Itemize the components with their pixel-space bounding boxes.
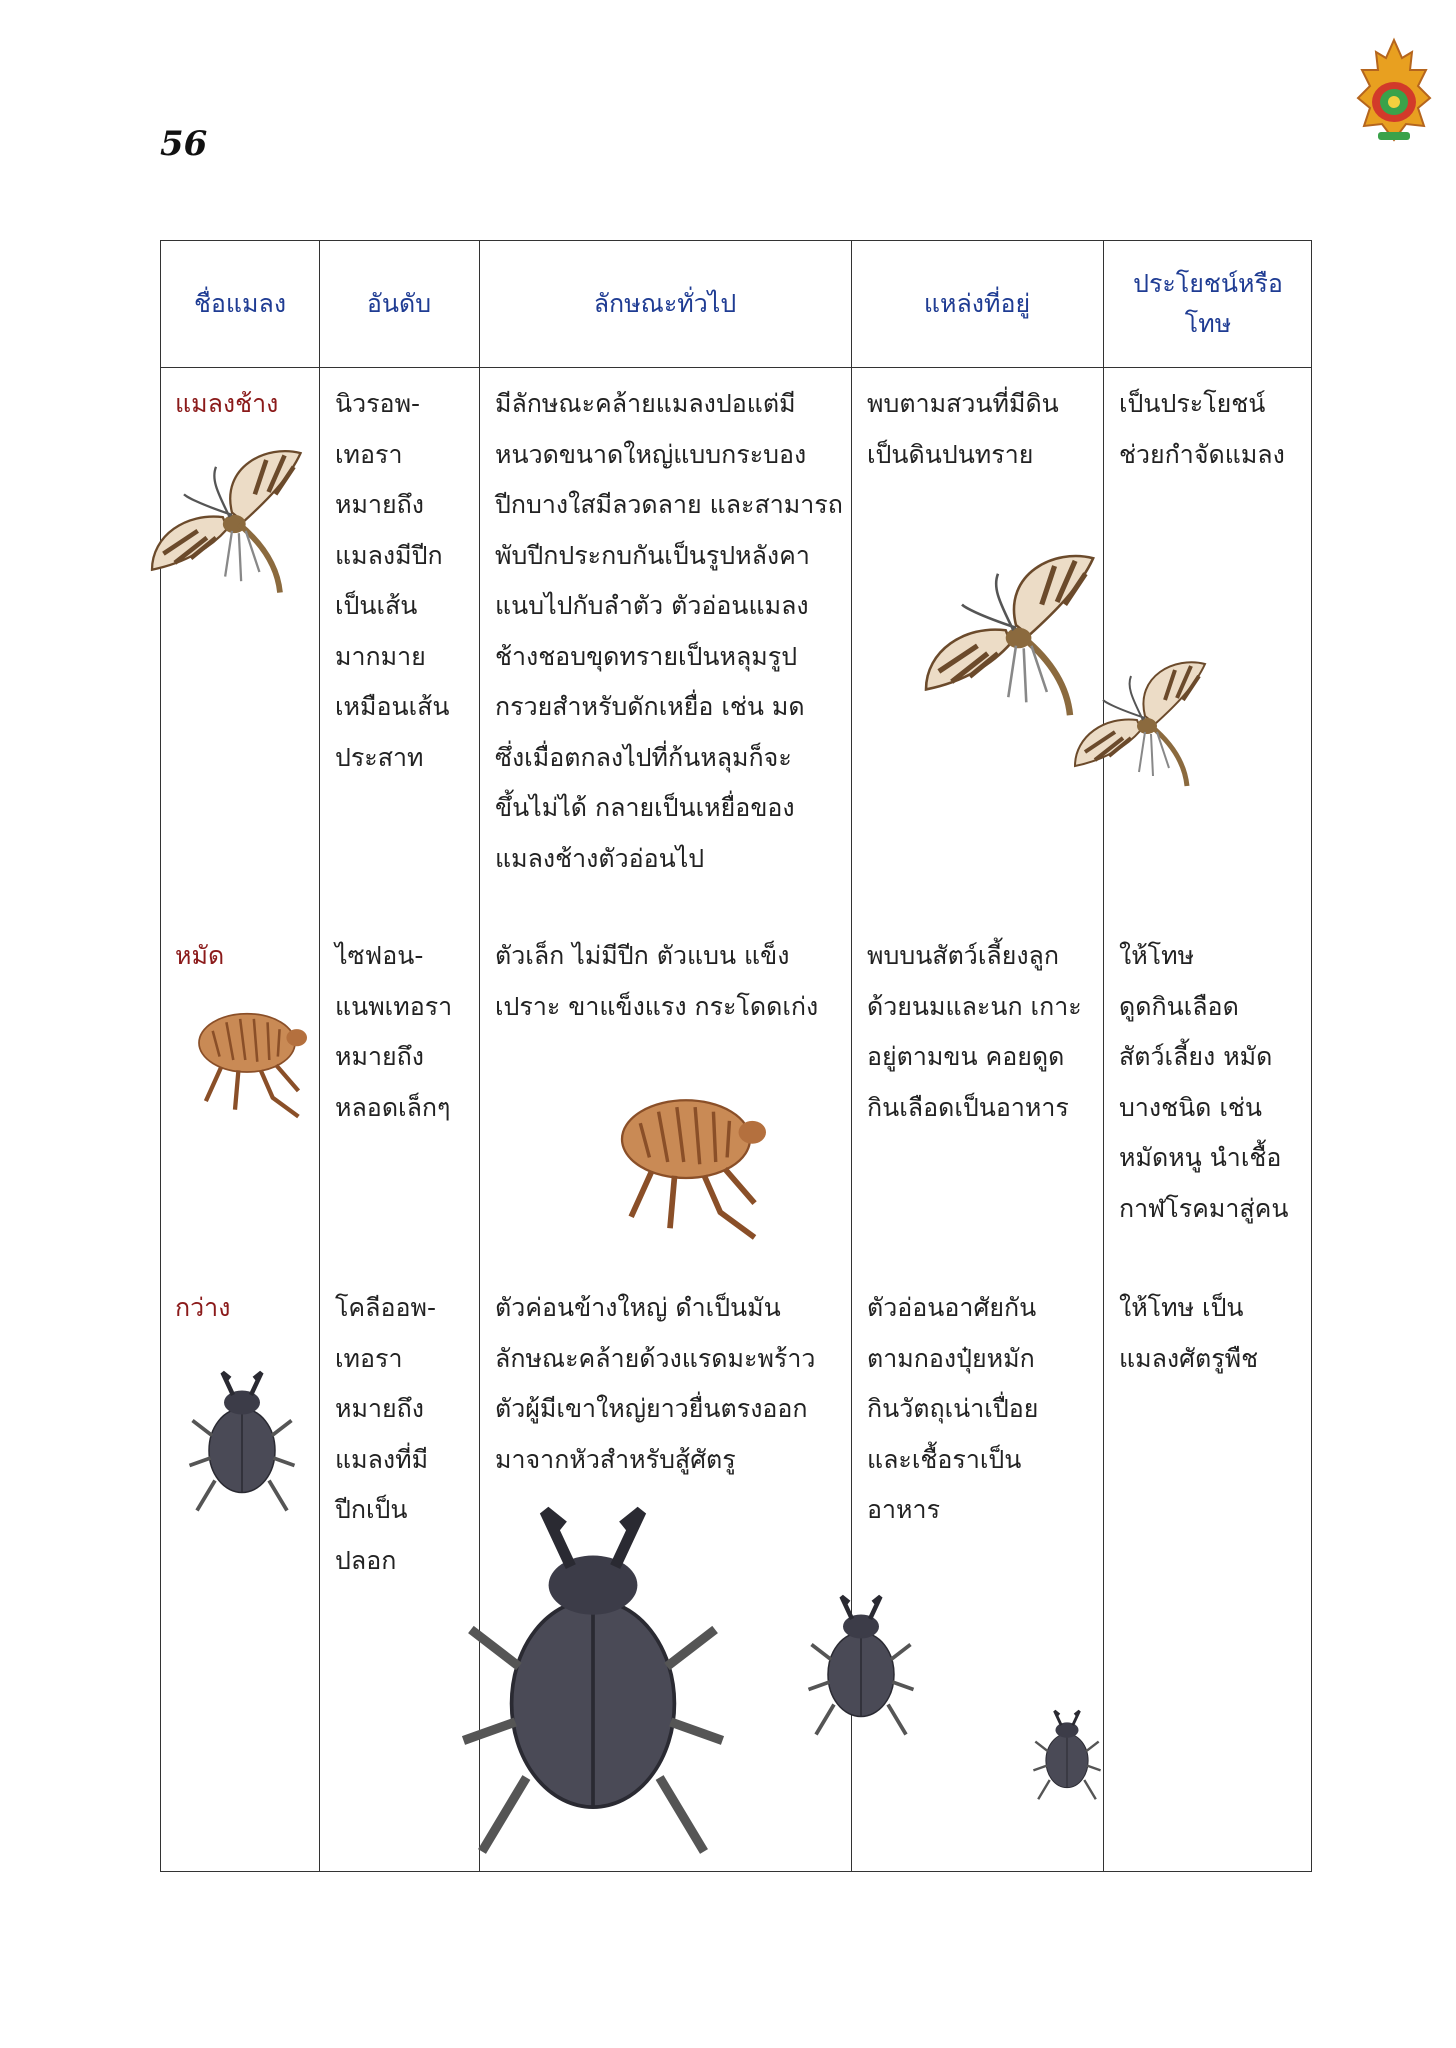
header-name: ชื่อแมลง <box>193 289 287 318</box>
row-1-habitat: พบตามสวนที่มีดิน เป็นดินปนทราย <box>867 389 1059 469</box>
stag-beetle-icon <box>458 1500 728 1870</box>
row-3-benefit: ให้โทษ เป็น แมลงศัตรูพืช <box>1119 1293 1259 1373</box>
row-2-description: ตัวเล็ก ไม่มีปีก ตัวแบน แข็ง เปราะ ขาแข็งแรง กระโดดเก่ง <box>495 941 819 1021</box>
row-1-benefit: เป็นประโยชน์ ช่วยกำจัดแมลง <box>1119 389 1285 469</box>
royal-emblem-icon <box>1352 36 1436 148</box>
antlion-icon <box>142 444 322 604</box>
insect-table <box>160 240 1312 1872</box>
stag-beetle-icon <box>806 1592 916 1742</box>
header-order: อันดับ <box>366 289 432 318</box>
stag-beetle-icon <box>182 1368 302 1518</box>
page-number: 56 <box>160 124 208 164</box>
row-1-description: มีลักษณะคล้ายแมลงปอแต่มี หนวดขนาดใหญ่แบบกระบอง ปีกบางใสมีลวดลาย และสามารถ พับปีกประกบกันเป็นรูปหลังคา แนบไปกับลำตัว ตัวอ่อนแมลง ช้างชอบขุดทรายเป็นหลุมรูป กรวยสำหรับดักเหยื่อ เช่น มด ซึ่งเมื่อตกลงไปที่ก้นหลุมก็จะ ขึ้นไม่ได้ กลายเป็นเหยื่อของ แมลงช้างตัวอ่อนไป <box>495 389 843 873</box>
flea-icon <box>172 1000 322 1120</box>
row-2-benefit: ให้โทษ ดูดกินเลือด สัตว์เลี้ยง หมัด บางชนิด เช่น หมัดหนู นำเชื้อ กาฬโรคมาสู่คน <box>1119 941 1289 1223</box>
header-benefit: ประโยชน์หรือ โทษ <box>1133 269 1283 338</box>
flea-icon <box>596 1082 776 1242</box>
row-1-order: นิวรอพ- เทอรา หมายถึง แมลงมีปีก เป็นเส้น มากมาย เหมือนเส้น ประสาท <box>335 389 450 772</box>
row-2-order: ไซฟอน- แนพเทอรา หมายถึง หลอดเล็กๆ <box>335 941 453 1122</box>
row-3-name: กว่าง <box>175 1293 231 1322</box>
row-3-description: ตัวค่อนข้างใหญ่ ดำเป็นมัน ลักษณะคล้ายด้วงแรดมะพร้าว ตัวผู้มีเขาใหญ่ยาวยื่นตรงออก มาจากหัวสำหรับสู้ศัตรู <box>495 1293 816 1474</box>
antlion-icon <box>1070 656 1220 796</box>
row-1-name: แมลงช้าง <box>175 389 279 418</box>
row-2-habitat: พบบนสัตว์เลี้ยงลูก ด้วยนมและนก เกาะ อยู่ตามขน คอยดูด กินเลือดเป็นอาหาร <box>867 941 1082 1122</box>
row-3-habitat: ตัวอ่อนอาศัยกัน ตามกองปุ๋ยหมัก กินวัตถุเน่าเปื่อย และเชื้อราเป็น อาหาร <box>867 1293 1039 1524</box>
row-2-name: หมัด <box>175 941 225 970</box>
header-habitat: แหล่งที่อยู่ <box>923 289 1031 318</box>
stag-beetle-icon <box>1032 1708 1102 1804</box>
header-description: ลักษณะทั่วไป <box>593 289 737 318</box>
row-3-order: โคลีออพ- เทอรา หมายถึง แมลงที่มี ปีกเป็น ปลอก <box>335 1293 437 1575</box>
